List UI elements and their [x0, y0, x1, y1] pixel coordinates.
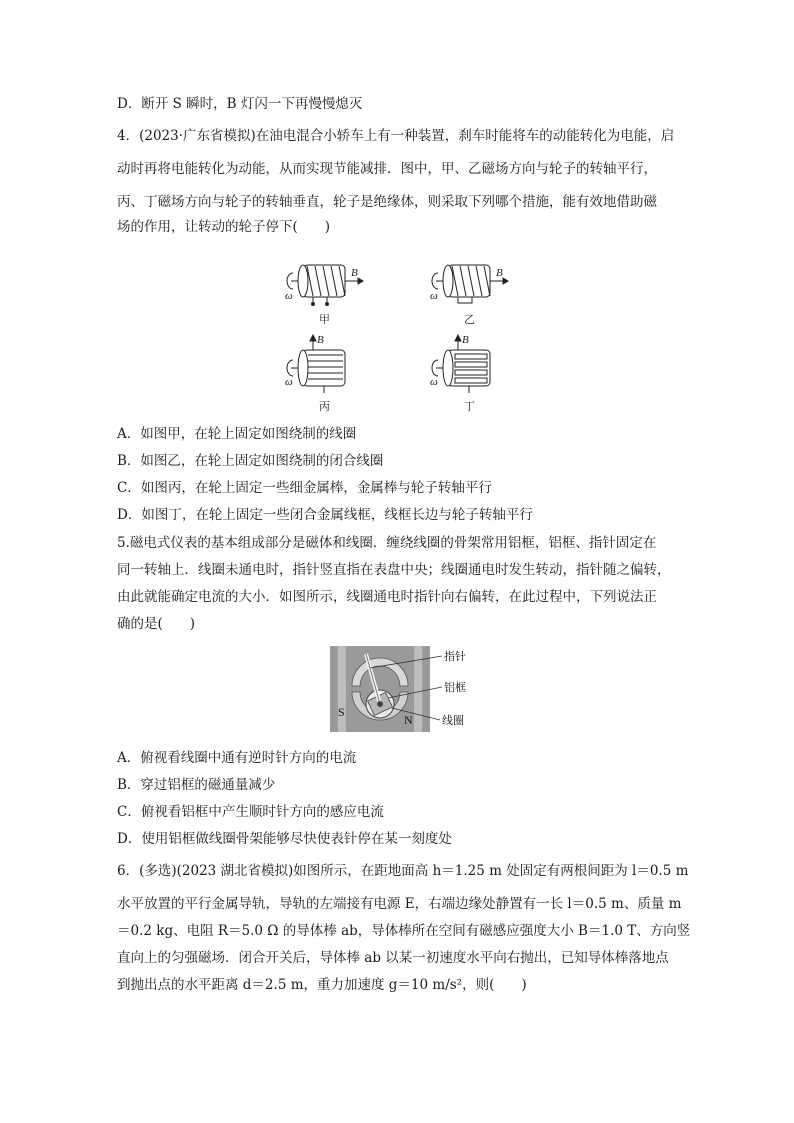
q5-option-c: C．俯视看铝框中产生顺时针方向的感应电流 — [117, 804, 384, 820]
q4-stem-line-1: 4．(2023·广东省模拟)在油电混合小轿车上有一种装置，刹车时能将车的动能转化为电能，启 — [117, 128, 675, 144]
q6-stem-line-2: 水平放置的平行金属导轨，导轨的左端接有电源 E，右端边缘处静置有一长 l＝0.5 m、质量 m — [117, 896, 682, 912]
q4-option-c: C．如图丙，在轮上固定一些细金属棒，金属棒与轮子转轴平行 — [117, 480, 492, 496]
b-label-bing: B — [317, 334, 324, 346]
omega-label-ding: ω — [430, 376, 438, 388]
q5-figure — [330, 646, 475, 732]
q6-stem-line-3: ＝0.2 kg、电阻 R＝5.0 Ω 的导体棒 ab，导体棒所在空间有磁感应强度大小 B＝1.0 T、方向竖 — [117, 923, 691, 939]
q6-stem-line-4: 直向上的匀强磁场．闭合开关后，导体棒 ab 以某一初速度水平向右抛出，已知导体棒落地点 — [117, 950, 669, 966]
q5-stem-line-2: 同一转轴上．线圈未通电时，指针竖直指在表盘中央；线圈通电时发生转动，指针随之偏转， — [117, 562, 671, 578]
q5-stem-line-4: 确的是( ) — [117, 616, 196, 632]
wheel-bing — [287, 335, 345, 393]
b-label-jia: B — [351, 267, 358, 279]
q4-option-b: B．如图乙，在轮上固定如图绕制的闭合线圈 — [117, 453, 384, 469]
q4-option-a: A．如图甲，在轮上固定如图绕制的线圈 — [117, 426, 357, 442]
label-frame: 铝框 — [444, 682, 466, 694]
caption-jia: 甲 — [319, 314, 330, 326]
q3-option-d: D．断开 S 瞬时，B 灯闪一下再慢慢熄灭 — [117, 96, 363, 112]
wheel-ding — [432, 335, 490, 393]
q6-stem-line-1: 6．(多选)(2023 湖北省模拟)如图所示，在距地面高 h＝1.25 m 处固定有两根间距为 l＝0.5 m — [117, 863, 689, 879]
label-pointer: 指针 — [444, 651, 466, 663]
wheels-diagram — [283, 255, 523, 421]
omega-label-jia: ω — [285, 290, 293, 302]
q4-option-d: D．如图丁，在轮上固定一些闭合金属线框，线框长边与轮子转轴平行 — [117, 507, 533, 523]
q4-stem-line-3: 丙、丁磁场方向与轮子的转轴垂直，轮子是绝缘体，则采取下列哪个措施，能有效地借助磁 — [117, 194, 657, 210]
label-s: S — [338, 705, 345, 719]
omega-label-bing: ω — [285, 376, 293, 388]
q5-stem-line-3: 由此就能确定电流的大小．如图所示，线圈通电时指针向右偏转，在此过程中，下列说法正 — [117, 589, 657, 605]
meter-diagram — [330, 646, 475, 732]
caption-yi: 乙 — [464, 314, 475, 326]
q5-option-a: A．俯视看线圈中通有逆时针方向的电流 — [117, 750, 357, 766]
q4-stem-line-4: 场的作用，让转动的轮子停下( ) — [117, 219, 331, 235]
b-label-ding: B — [462, 334, 469, 346]
q5-option-d: D．使用铝框做线圈骨架能够尽快使表针停在某一刻度处 — [117, 831, 452, 847]
q5-option-b: B．穿过铝框的磁通量减少 — [117, 777, 276, 793]
caption-bing: 丙 — [319, 401, 330, 413]
q4-figure — [283, 255, 523, 421]
caption-ding: 丁 — [464, 401, 475, 413]
q5-stem-line-1: 5.磁电式仪表的基本组成部分是磁体和线圈．缠绕线圈的骨架常用铝框，铝框、指针固定在 — [117, 535, 657, 551]
omega-label-yi: ω — [430, 290, 438, 302]
q6-stem-line-5: 到抛出点的水平距离 d＝2.5 m，重力加速度 g＝10 m/s²，则( ) — [117, 977, 527, 993]
label-n: N — [404, 713, 413, 727]
q4-stem-line-2: 动时再将电能转化为动能，从而实现节能减排．图中，甲、乙磁场方向与轮子的转轴平行， — [117, 161, 657, 177]
label-coil: 线圈 — [442, 715, 464, 727]
b-label-yi: B — [496, 267, 503, 279]
